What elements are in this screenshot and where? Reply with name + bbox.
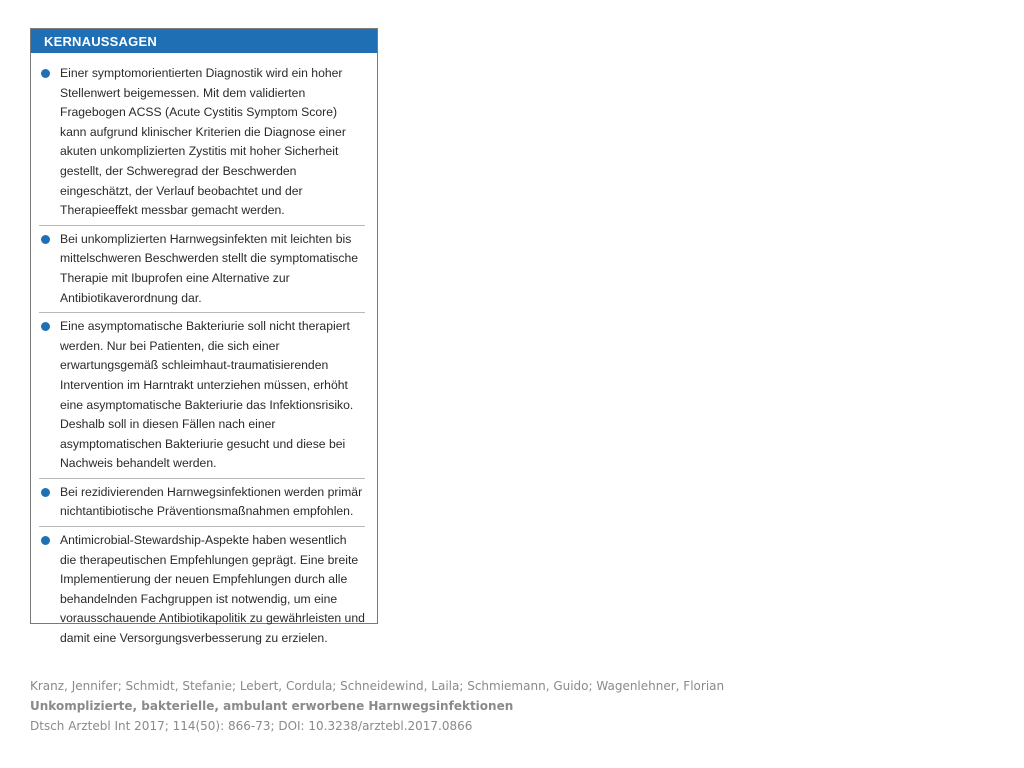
list-item-text: Bei unkomplizierten Harnwegsinfekten mit leichten bis mittelschweren Beschwerden stellt die symptomatische Therapie mit Ibuprofen eine Alternative zur Antibiotikaverordnung dar. — [60, 231, 359, 305]
key-statements-box — [30, 28, 378, 646]
citation-source: Dtsch Arztebl Int 2017; 114(50): 866-73; DOI: 10.3238/arztebl.2017.0866 — [30, 719, 473, 733]
list-item — [39, 483, 365, 527]
list-item — [39, 64, 365, 226]
box-header: KERNAUSSAGEN — [31, 29, 377, 53]
citation — [30, 676, 724, 736]
bullet-icon — [41, 235, 50, 244]
bullet-icon — [41, 536, 50, 545]
list-item — [39, 531, 365, 653]
bullet-icon — [41, 322, 50, 331]
list-item-text: Bei rezidivierenden Harnwegsinfektionen werden primär nichtantibiotische Präventionsmaßnahmen empfohlen. — [60, 484, 363, 519]
citation-authors: Kranz, Jennifer; Schmidt, Stefanie; Lebert, Cordula; Schneidewind, Laila; Schmiemann, Guido; Wagenlehner, Florian — [30, 679, 725, 693]
list-item-text: Eine asymptomatische Bakteriurie soll nicht therapiert werden. Nur bei Patienten, die sich einer erwartungsgemäß schleimhaut-traumatisierenden Intervention im Harntrakt unterziehen müssen, erhöht eine asymptomatische Bakteriurie das Infektionsrisiko. Deshalb soll in diesen Fällen nach einer asymptomatischen Bakteriurie gesucht und diese bei Nachweis behandelt werden. — [60, 319, 354, 471]
list-item-text: Antimicrobial-Stewardship-Aspekte haben wesentlich die therapeutischen Empfehlungen geprägt. Eine breite Implementierung der neuen Empfehlungen durch alle behandelnden Fachgruppen ist notwendig, um eine vorausschauende Antibiotikapolitik zu gewährleisten und damit eine Versorgungsverbesserung zu erzielen. — [60, 533, 365, 646]
list-item — [39, 317, 365, 479]
bullet-icon — [41, 69, 50, 78]
citation-title: Unkomplizierte, bakterielle, ambulant erworbene Harnwegsinfektionen — [30, 699, 514, 713]
bullet-icon — [41, 488, 50, 497]
list-item-text: Einer symptomorientierten Diagnostik wird ein hoher Stellenwert beigemessen. Mit dem validierten Fragebogen ACSS (Acute Cystitis Symptom Score) kann aufgrund klinischer Kriterien die Diagnose einer akuten unkomplizierten Zystitis mit hoher Sicherheit gestellt, der Schweregrad der Beschwerden eingeschätzt, der Verlauf beobachtet und der Therapieeffekt messbar gemacht werden. — [60, 66, 346, 218]
list-item — [39, 230, 365, 313]
key-statements-list — [31, 53, 377, 653]
